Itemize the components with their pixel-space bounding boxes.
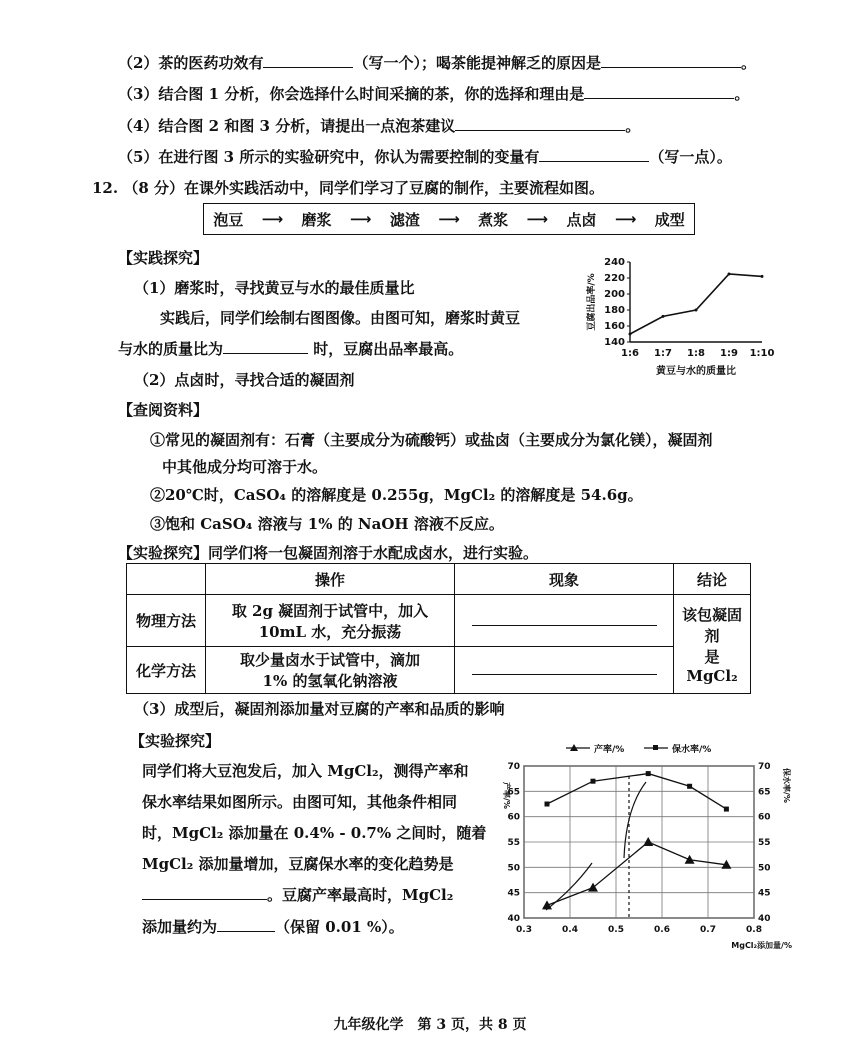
x-tick-label: 0.8 — [746, 925, 762, 935]
y-tick-label: 180 — [604, 305, 625, 316]
right-axis-label: 保水率/% — [782, 768, 791, 803]
arrow-right-icon: ⟶ — [261, 210, 284, 228]
q11-part2: （2）茶的医药功效有 （写一个）；喝茶能提神解乏的原因是 。 — [118, 54, 756, 72]
answer-blank[interactable] — [584, 84, 734, 99]
p3-text: 。豆腐产率最高时，MgCl₂ — [142, 884, 453, 905]
x-tick-label: 1:10 — [749, 348, 775, 359]
retention-point — [545, 802, 550, 807]
answer-blank[interactable] — [263, 53, 353, 68]
sub1-text: 实践后，同学们绘制右图图像。由图可知，磨浆时黄豆 — [160, 309, 521, 327]
x-axis-label: MgCl₂添加量/% — [731, 941, 792, 950]
row-label: 化学方法 — [127, 647, 206, 694]
data-point — [728, 273, 731, 276]
left-tick-label: 70 — [507, 762, 520, 772]
x-tick-label: 0.7 — [700, 925, 716, 935]
table-header: 操作 — [206, 564, 455, 595]
observation-cell[interactable] — [455, 595, 674, 647]
flow-step: 磨浆 — [301, 210, 332, 229]
y-tick-label: 220 — [604, 273, 625, 284]
experiment-table — [126, 563, 751, 694]
retention-point — [687, 784, 692, 789]
x-tick-label: 1:7 — [654, 348, 672, 359]
y-tick-label: 160 — [604, 321, 625, 332]
flow-step: 滤渣 — [389, 210, 420, 229]
flow-step: 泡豆 — [213, 210, 244, 229]
operation-cell: 取少量卤水于试管中，滴加 1% 的氢氧化钠溶液 — [206, 647, 455, 694]
p3-text: 添加量约为 （保留 0.01 %）。 — [142, 918, 404, 936]
arrow-right-icon: ⟶ — [438, 210, 460, 228]
legend-entry: 产率/% — [594, 745, 625, 755]
table-header — [127, 564, 206, 595]
observation-cell[interactable] — [455, 647, 674, 694]
answer-blank[interactable] — [472, 615, 657, 626]
mgcl2-dual-axis-chart — [494, 738, 794, 953]
right-tick-label: 70 — [758, 762, 771, 772]
yield-point — [685, 855, 695, 864]
y-tick-label: 240 — [604, 257, 625, 268]
series-line — [547, 842, 726, 905]
sub1-title: （1）磨浆时，寻找黄豆与水的最佳质量比 — [134, 279, 415, 297]
x-tick-label: 0.4 — [562, 925, 578, 935]
y-axis-label: 豆腐出品率/% — [587, 273, 597, 331]
answer-blank[interactable] — [223, 339, 308, 354]
legend-entry: 保水率/% — [672, 745, 712, 755]
left-tick-label: 65 — [507, 787, 520, 798]
x-tick-label: 0.6 — [654, 925, 670, 935]
ref-item: ①常见的凝固剂有：石膏（主要成分为硫酸钙）或盐卤（主要成分为氯化镁），凝固剂 — [150, 431, 713, 449]
data-line — [630, 274, 762, 334]
sub2-title: （2）点卤时，寻找合适的凝固剂 — [134, 371, 355, 389]
left-tick-label: 55 — [507, 838, 520, 848]
p3-text: 同学们将大豆泡发后，加入 MgCl₂，测得产率和 — [142, 762, 469, 780]
x-tick-label: 1:6 — [621, 348, 639, 359]
data-point — [629, 333, 632, 336]
retention-point — [646, 771, 651, 776]
right-tick-label: 50 — [758, 863, 771, 874]
ref-item: ③饱和 CaSO₄ 溶液与 1% 的 NaOH 溶液不反应。 — [150, 515, 504, 533]
q11-part4: （4）结合图 2 和图 3 分析，请提出一点泡茶建议 。 — [118, 117, 641, 135]
x-tick-label: 1:9 — [720, 348, 738, 359]
right-tick-label: 65 — [758, 787, 771, 798]
p3-text: 时，MgCl₂ 添加量在 0.4% - 0.7% 之间时，随着 — [142, 824, 487, 842]
ref-header: 【查阅资料】 — [118, 401, 209, 419]
row-label: 物理方法 — [127, 595, 206, 647]
y-tick-label: 200 — [604, 289, 625, 300]
operation-cell: 取 2g 凝固剂于试管中，加入 10mL 水，充分振荡 — [206, 595, 455, 647]
right-tick-label: 55 — [758, 838, 771, 848]
left-tick-label: 60 — [507, 812, 520, 823]
answer-blank[interactable] — [472, 664, 657, 675]
answer-blank[interactable] — [539, 147, 649, 162]
x-tick-label: 1:8 — [687, 348, 705, 359]
q11-part3: （3）结合图 1 分析，你会选择什么时间采摘的茶，你的选择和理由是 。 — [118, 85, 750, 103]
answer-blank[interactable] — [217, 917, 275, 932]
retention-point — [724, 807, 729, 812]
square-marker — [653, 745, 658, 750]
q11-part5: （5）在进行图 3 所示的实验研究中，你认为需要控制的变量有 （写一点）。 — [118, 148, 732, 166]
x-axis-label: 黄豆与水的质量比 — [656, 366, 736, 377]
data-point — [761, 275, 764, 278]
p3-text: MgCl₂ 添加量增加，豆腐保水率的变化趋势是 — [142, 855, 454, 873]
practice-header: 【实践探究】 — [118, 249, 209, 267]
sub3-title: （3）成型后，凝固剂添加量对豆腐的产率和品质的影响 — [134, 700, 505, 718]
chart-legend — [566, 743, 711, 755]
x-tick-label: 0.5 — [608, 925, 624, 935]
left-tick-label: 50 — [507, 863, 520, 874]
process-flow — [203, 203, 695, 235]
table-header: 结论 — [674, 564, 751, 595]
left-tick-label: 45 — [507, 888, 520, 899]
left-tick-label: 40 — [507, 914, 520, 924]
data-point — [662, 315, 665, 318]
flow-step: 煮浆 — [478, 210, 509, 229]
yield-point — [643, 837, 653, 846]
right-tick-label: 40 — [758, 914, 771, 924]
arrow-right-icon: ⟶ — [614, 210, 637, 228]
left-axis-label: 产率/% — [502, 782, 511, 809]
sub1-text: 与水的质量比为 时，豆腐出品率最高。 — [118, 340, 464, 358]
ref-item: ②20℃时，CaSO₄ 的溶解度是 0.255g，MgCl₂ 的溶解度是 54.6g。 — [150, 486, 643, 504]
answer-blank[interactable] — [601, 53, 741, 68]
answer-blank[interactable] — [455, 116, 625, 131]
q12-intro: 12. （8 分）在课外实践活动中，同学们学习了豆腐的制作，主要流程如图。 — [92, 179, 605, 197]
page-footer: 九年级化学 第 3 页，共 8 页 — [333, 1017, 527, 1033]
retention-point — [591, 779, 596, 784]
conclusion-cell: 该包凝固剂 是 MgCl₂ — [674, 595, 751, 694]
p3-text: 保水率结果如图所示。由图可知，其他条件相同 — [142, 793, 458, 811]
arrow-right-icon: ⟶ — [349, 210, 372, 228]
flow-step: 成型 — [654, 210, 685, 229]
y-tick-label: 140 — [604, 337, 625, 348]
yield-ratio-chart — [580, 250, 780, 380]
x-tick-label: 0.3 — [516, 925, 532, 935]
table-header-row — [127, 564, 751, 595]
exp-intro: 【实验探究】同学们将一包凝固剂溶于水配成卤水，进行实验。 — [118, 544, 539, 562]
table-header: 现象 — [455, 564, 674, 595]
ref-item: 中其他成分均可溶于水。 — [162, 458, 328, 476]
exp2-header: 【实验探究】 — [130, 732, 221, 750]
arrow-right-icon: ⟶ — [526, 210, 549, 228]
table-row — [127, 595, 751, 647]
table-row — [127, 647, 751, 694]
yield-point — [542, 900, 552, 909]
right-tick-label: 45 — [758, 888, 771, 899]
flow-step: 点卤 — [566, 210, 597, 229]
answer-blank[interactable] — [142, 885, 267, 900]
right-tick-label: 60 — [758, 812, 771, 823]
data-point — [695, 309, 698, 312]
